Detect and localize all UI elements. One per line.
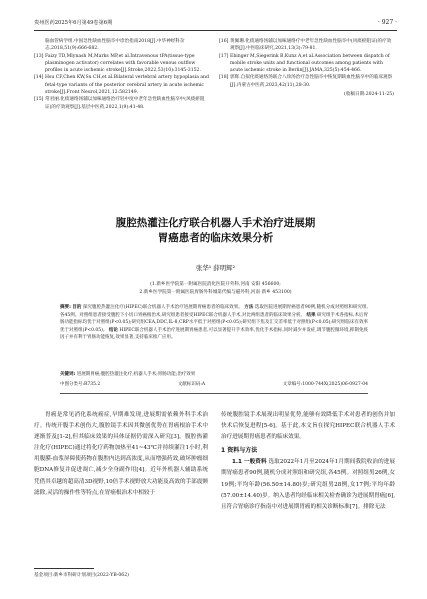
abstract-label: 摘要: [60, 305, 71, 310]
abstract-part-label: 结果 [306, 312, 316, 318]
reference-number: [13] [34, 53, 44, 59]
funding-footnote: 基金项目:新乡市科研计划项目(2022-YB-062) [34, 573, 129, 578]
reference-number: [14] [34, 75, 44, 81]
reference-text: 郭辉.自拟化痰通络汤联合八珍汤治疗急性脑卒中恢复期缺血性脑卒中的临床观察[J].内蒙古中医药,2023,42(11),28-30. [230, 75, 393, 88]
reference-item [219, 53, 394, 75]
subsection-text: 选取2022年1月至2024年1月期间我院收治的进展期胃癌患者90例,随机分成对照组和研究组,各45例。对照组男26例,女19例;平均年龄(56.50±14.80)岁;研究组男28例,女17例;平均年龄(57.00±14.40)岁。纳入患者均经临床相关检查确诊为进展期胃癌[6],且符合胃癌诊疗指南中对进展期胃癌的相关诊断标准[7]。排除无法 [221, 459, 396, 510]
reference-number: [17] [219, 53, 229, 59]
reference-item [219, 38, 394, 53]
received-date: (收稿日期:2024-11-25) [344, 92, 394, 98]
article-number: 文章编号:1000-744X(2025)06-0927-04 [282, 382, 368, 387]
journal-info: 贵州医药2025年6月第49卷第6期 [34, 20, 113, 26]
body-paragraph: 胃癌是常见消化系统癌症,早期难发现,进展期需依赖外科手术治疗。传统开腹手术创伤大,腹腔镜手术因其微创优势在胃癌根治手术中逐渐普及[1-2],但其临床效果的具体证据仍需深入研究[3]。腹腔热灌注化疗(HIPEC)通过将化疗药物加热至41~43℃并持续灌注1小时,利用腹膜-血浆屏障使药物在腹腔内达到高浓度,从而增强药效,破坏肿瘤细胞DNA修复并促进凋亡,减少全身副作用[4]。近年外机器人辅助系统凭借其卓越的超高清3D视野,10倍手术视野放大功能及高效的手部震颤滤除,灵活的操作性等特点,在胃癌根治术中相较于 [34, 412, 208, 496]
clc-number: 中图分类号:R735.2 [60, 382, 101, 387]
abstract-divider [60, 393, 368, 394]
page-number: · 927 · [377, 19, 397, 26]
references-left-column [34, 38, 209, 111]
footnote-rule [34, 568, 94, 569]
reference-item [34, 38, 209, 53]
abstract-part-text: 选取医院进展期胃癌患者90例,随机分成对照组和研究组,各45例。对照组患者接受腹腔下小切口胃癌根治术,研究组患者接受HIPEC联合机器人手术,对比两组患者的临床效果分析。 [60, 305, 369, 318]
abstract-part-label: 结论 [108, 327, 118, 333]
affiliations [34, 281, 397, 297]
reference-text: Hsu CF,Chen KW,Su CH,et al.Bilateral vertebral artery hypoplasia and fetal-type variants of the posterior cerebral artery in acute ischemic stroke[J].Front Neurol,2021,12:582149. [45, 75, 209, 96]
article-title [34, 216, 397, 246]
abstract-part-text: 探究腹腔热灌注化疗(HIPEC)联合机器人手术治疗进展期胃癌患者的临床效果。 [82, 305, 243, 310]
reference-text: Ebinger M,Siegerink B,Kunz A,et al.Association between dispatch of mobile stroke units and functional outcomes among patients with acute ischemic stroke in Berlin[J].JAMA,325(5):454-466. [230, 53, 390, 74]
references-right-column [219, 38, 394, 98]
keywords-text: 进展期胃癌;腹腔热灌注化疗;机器人手术;胃肠功能;治疗效果 [76, 372, 196, 377]
reference-item [34, 96, 209, 111]
section-heading: 1 资料与方法 [221, 447, 258, 455]
reference-text: 脑血管病学组.中国急性缺血性脑卒中诊治指南2018[J].中华神经科杂志,2018,51(9):666-682. [45, 39, 185, 52]
reference-number [34, 38, 45, 53]
keywords-label: 关键词: [60, 372, 76, 377]
body-paragraph [221, 457, 395, 512]
reference-item [34, 53, 209, 75]
reference-text: 黄佩珊.化痰通络汤辅以加味通络疗中老年急性缺血性脑卒中(风痰瘀阻证)的疗效观察[J].中医临床研究,2021,13(3):79-81. [230, 39, 392, 52]
body-left-column [34, 410, 208, 499]
reference-item [34, 74, 209, 96]
body-right-column [221, 410, 395, 513]
keywords [60, 371, 368, 379]
header-rule [34, 30, 397, 31]
classification-row [60, 381, 368, 389]
reference-number: [16] [219, 39, 229, 44]
abstract-part-label: 目的 [72, 305, 82, 310]
document-code: 文献标识码:A [177, 382, 206, 387]
reference-number: [15] [34, 97, 44, 103]
abstract-part-text: HIPEC联合机器人手术治疗进展期胃癌患者,可以显著提升手术效率,优化手术指标,同时减少并发症,调节腹腔微环境,抑制免疫因子并有利于胃肠功能恢复,效果显著,支持临床推广应用。 [60, 327, 368, 341]
abstract-part-label: 方法 [244, 305, 254, 310]
authors: 张华¹ 薛明辉² [195, 264, 236, 272]
title-line-2: 胃癌患者的临床效果分析 [157, 232, 274, 244]
affiliation-line: (1.新乡医学院第一附属医院消化医院开外科,河南 安阳 456600; [150, 282, 281, 287]
subsection-heading: 1.1 一般资料 [232, 459, 267, 466]
running-header [34, 17, 397, 29]
reference-number: [18] [219, 75, 229, 81]
body-paragraph: 传统腹腔镜手术展现出明显优势,能够有效降低手术对患者的创伤并加快术后恢复进程[5-6]。基于此,本文旨在探究HIPEC联合机器人手术治疗进展期胃癌患者的临床效果。 [221, 412, 395, 441]
affiliation-line: 2.新乡医学院第一附属医院胃肠外科城第代编与磁外科,河南 新乡 453100) [139, 290, 292, 295]
title-line-1: 腹腔热灌注化疗联合机器人手术治疗进展期 [115, 217, 316, 229]
abstract [60, 304, 368, 342]
reference-text: Faizy TD,Mlynash M,Marks MP,et al.Intravenous tPA(tissue-type plasminogen activator) correlates with favorable venous outflow profiles in acute ischemic stroke[J].Stroke,2022,53(10):3145-3152. [45, 53, 201, 74]
reference-text: 常君丽.化痰通络汤辅以加味通络治疗轻中度中老年急性缺血性脑卒中(风痰瘀阻证)的疗效观察[J].基层中医药,2022,1(9):41-48. [45, 97, 205, 110]
abstract-part-text: 研究组手术各指标,术后胃肠功能指标均优于对照组(P<0.05);研究组CEA,DDC,IL-8,CRP水平低于对照组(P<0.05);研究组下焦及汇交差率低于对照组(P<0.05);研究组临床有效率优于对照组(P<0.05)。 [60, 312, 369, 333]
reference-item [219, 74, 394, 89]
